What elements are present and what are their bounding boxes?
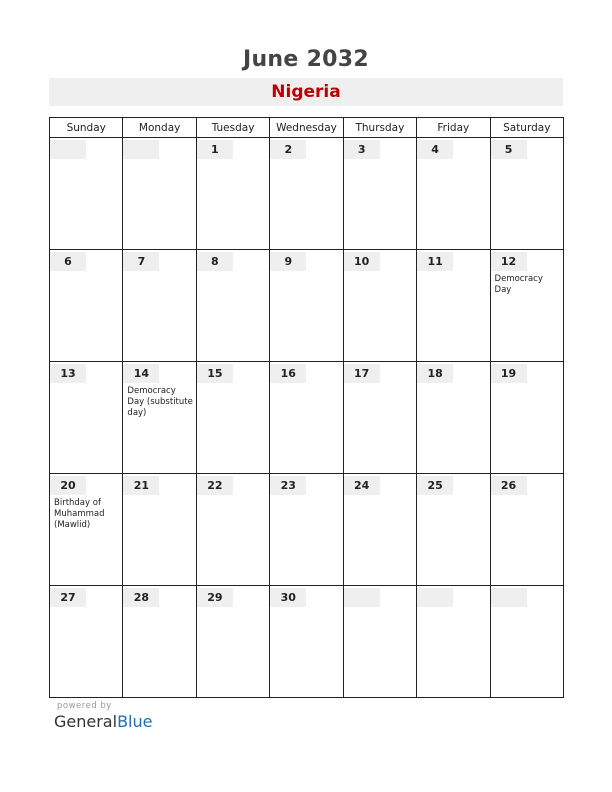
day-cell — [270, 474, 343, 586]
country-name: Nigeria — [49, 78, 563, 106]
day-number: 20 — [50, 476, 86, 495]
day-cell — [123, 362, 196, 474]
day-number: 7 — [123, 252, 159, 271]
day-number: 25 — [417, 476, 453, 495]
brand-blue: Blue — [117, 712, 153, 731]
day-cell — [417, 250, 490, 362]
holiday-label: Birthday of Muhammad (Mawlid) — [54, 498, 105, 530]
day-number — [344, 588, 380, 607]
day-cell — [196, 138, 269, 250]
week-row — [50, 362, 564, 474]
day-number: 17 — [344, 364, 380, 383]
day-cell — [50, 474, 123, 586]
day-cell — [50, 138, 123, 250]
day-number: 26 — [491, 476, 527, 495]
day-number: 3 — [344, 140, 380, 159]
calendar-grid — [49, 117, 564, 698]
day-number: 1 — [197, 140, 233, 159]
day-number: 14 — [123, 364, 159, 383]
page-title: June 2032 — [242, 47, 370, 72]
day-cell — [417, 474, 490, 586]
weekday-header: Tuesday — [196, 118, 269, 138]
day-cell — [196, 586, 269, 698]
day-cell — [196, 474, 269, 586]
day-number: 11 — [417, 252, 453, 271]
day-number: 2 — [270, 140, 306, 159]
day-number: 16 — [270, 364, 306, 383]
day-cell — [490, 586, 563, 698]
day-number: 15 — [197, 364, 233, 383]
day-number: 12 — [491, 252, 527, 271]
day-number — [50, 140, 86, 159]
day-cell — [343, 250, 416, 362]
day-cell — [343, 362, 416, 474]
generalblue-logo[interactable] — [54, 712, 152, 731]
day-cell — [270, 362, 343, 474]
day-cell — [270, 586, 343, 698]
day-cell — [417, 138, 490, 250]
day-number — [417, 588, 453, 607]
brand-general: General — [54, 712, 118, 731]
day-cell — [490, 250, 563, 362]
day-number: 9 — [270, 252, 306, 271]
day-number: 10 — [344, 252, 380, 271]
day-cell — [50, 586, 123, 698]
day-number: 6 — [50, 252, 86, 271]
day-number: 13 — [50, 364, 86, 383]
day-number — [491, 588, 527, 607]
day-cell — [123, 586, 196, 698]
day-number: 8 — [197, 252, 233, 271]
day-number: 27 — [50, 588, 86, 607]
weekday-header: Thursday — [343, 118, 416, 138]
day-number: 19 — [491, 364, 527, 383]
day-number: 28 — [123, 588, 159, 607]
day-cell — [490, 362, 563, 474]
day-cell — [417, 586, 490, 698]
day-number: 30 — [270, 588, 306, 607]
week-row — [50, 138, 564, 250]
day-cell — [270, 250, 343, 362]
day-cell — [123, 138, 196, 250]
day-cell — [270, 138, 343, 250]
holiday-label: Democracy Day — [494, 274, 543, 295]
day-cell — [343, 586, 416, 698]
day-number: 18 — [417, 364, 453, 383]
weekday-header: Monday — [123, 118, 196, 138]
week-row — [50, 586, 564, 698]
weekday-header: Saturday — [490, 118, 563, 138]
day-number — [123, 140, 159, 159]
day-cell — [196, 250, 269, 362]
day-cell — [490, 474, 563, 586]
day-cell — [196, 362, 269, 474]
day-number: 24 — [344, 476, 380, 495]
day-number: 22 — [197, 476, 233, 495]
powered-by-label: powered by — [57, 701, 112, 711]
day-cell — [123, 474, 196, 586]
weekday-header: Sunday — [50, 118, 123, 138]
weekday-header: Wednesday — [270, 118, 343, 138]
day-number: 23 — [270, 476, 306, 495]
day-number: 4 — [417, 140, 453, 159]
week-row — [50, 474, 564, 586]
holiday-label: Democracy Day (substitute day) — [127, 386, 193, 418]
day-cell — [417, 362, 490, 474]
week-row — [50, 250, 564, 362]
weekday-header-row — [50, 118, 564, 138]
day-cell — [343, 474, 416, 586]
weekday-header: Friday — [417, 118, 490, 138]
day-number: 29 — [197, 588, 233, 607]
day-cell — [50, 362, 123, 474]
day-number: 21 — [123, 476, 159, 495]
day-number: 5 — [491, 140, 527, 159]
day-cell — [123, 250, 196, 362]
day-cell — [50, 250, 123, 362]
day-cell — [490, 138, 563, 250]
day-cell — [343, 138, 416, 250]
